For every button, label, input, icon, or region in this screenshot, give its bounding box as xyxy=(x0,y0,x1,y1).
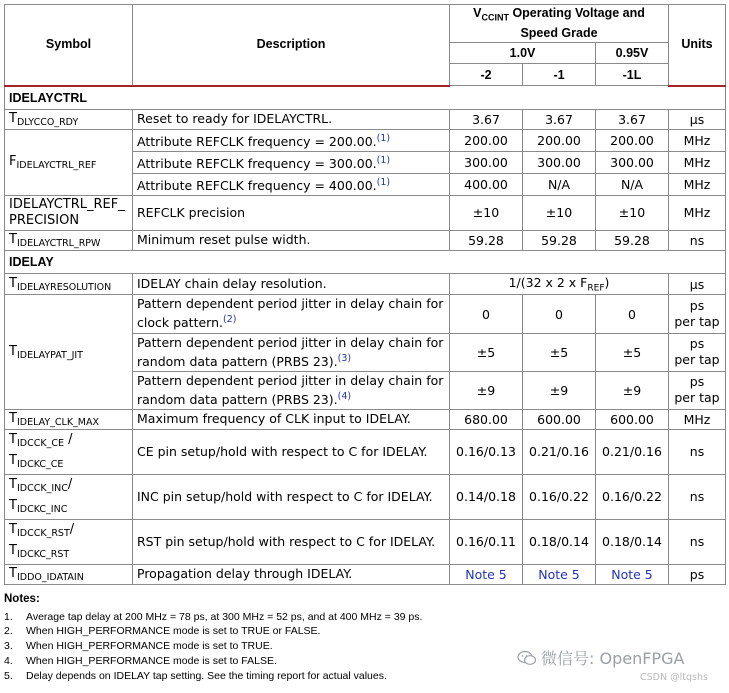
unit-cell: ns xyxy=(669,230,726,250)
value-cell: ±9 xyxy=(450,371,523,409)
note-5-link[interactable]: Note 5 xyxy=(450,564,523,584)
unit-cell: MHz xyxy=(669,173,726,195)
description-cell: Attribute REFCLK frequency = 200.00.$^{(1)}$ xyxy=(133,129,450,151)
value-cell: 0 xyxy=(596,295,669,333)
value-cell: 1/(32 x 2 x $F_{REF}$) xyxy=(450,273,669,295)
description-cell: Pattern dependent period jitter in delay chain for clock pattern.$^{(2)}$ xyxy=(133,295,450,333)
description-cell: Pattern dependent period jitter in delay chain for random data pattern (PRBS 23).$^{(3)}$ xyxy=(133,333,450,371)
voltage-header xyxy=(450,5,669,43)
value-cell: 3.67 xyxy=(450,109,523,129)
description-header: Description xyxy=(133,5,450,86)
symbol-cell: $T_{IDDO\_IDATAIN}$ xyxy=(5,564,133,584)
table-row xyxy=(5,474,726,519)
value-cell: 0.14/0.18 xyxy=(450,474,523,519)
footnote-ref[interactable]: (3) xyxy=(337,352,352,364)
value-cell: ±5 xyxy=(450,333,523,371)
note-item: 3. When HIGH_PERFORMANCE mode is set to TRUE. xyxy=(4,640,273,653)
voltage-0v95-header: 0.95V xyxy=(596,43,669,64)
description-cell: Propagation delay through IDELAY. xyxy=(133,564,450,584)
value-cell: 680.00 xyxy=(450,409,523,429)
speed-grade-1l-header: -1L xyxy=(596,64,669,86)
symbol-cell: $T_{DLYCCO\_RDY}$ xyxy=(5,109,133,129)
value-cell: 300.00 xyxy=(596,151,669,173)
description-cell: Reset to ready for IDELAYCTRL. xyxy=(133,109,450,129)
unit-cell: ns xyxy=(669,519,726,564)
value-cell: 3.67 xyxy=(523,109,596,129)
section-idelayctrl: IDELAYCTRL xyxy=(5,86,726,110)
symbol-cell: $F_{IDELAYCTRL\_REF}$ xyxy=(5,129,133,195)
table-row xyxy=(5,195,726,230)
value-cell: 59.28 xyxy=(596,230,669,250)
unit-cell: ns xyxy=(669,429,726,474)
unit-cell: MHz xyxy=(669,129,726,151)
value-cell: 0 xyxy=(450,295,523,333)
voltage-symbol: V xyxy=(473,6,482,21)
unit-cell: µs xyxy=(669,109,726,129)
speed-grade-2-header: -2 xyxy=(450,64,523,86)
note-5-link[interactable]: Note 5 xyxy=(596,564,669,584)
value-cell: 0.18/0.14 xyxy=(596,519,669,564)
value-cell: 0.18/0.14 xyxy=(523,519,596,564)
table-row xyxy=(5,519,726,564)
value-cell: ±9 xyxy=(596,371,669,409)
value-cell: 3.67 xyxy=(596,109,669,129)
unit-cell: ps per tap xyxy=(669,333,726,371)
value-cell: ±10 xyxy=(523,195,596,230)
value-cell: 0.16/0.11 xyxy=(450,519,523,564)
unit-cell: MHz xyxy=(669,151,726,173)
value-cell: 59.28 xyxy=(450,230,523,250)
symbol-header: Symbol xyxy=(5,5,133,86)
footnote-ref[interactable]: (1) xyxy=(376,154,391,166)
unit-cell: MHz xyxy=(669,195,726,230)
value-cell: ±5 xyxy=(596,333,669,371)
units-header: Units xyxy=(669,5,726,86)
symbol-cell: $T_{IDELAY\_CLK\_MAX}$ xyxy=(5,409,133,429)
description-cell: REFCLK precision xyxy=(133,195,450,230)
unit-cell: ps per tap xyxy=(669,371,726,409)
value-cell: 0 xyxy=(523,295,596,333)
watermark xyxy=(517,646,684,669)
table-row xyxy=(5,409,726,429)
unit-cell: ns xyxy=(669,474,726,519)
value-cell: ±10 xyxy=(596,195,669,230)
value-cell: 200.00 xyxy=(523,129,596,151)
symbol-cell: $T_{IDCCK\_RST}/$ $T_{IDCKC\_RST}$ xyxy=(5,519,133,564)
note-item: 2. When HIGH_PERFORMANCE mode is set to TRUE or FALSE. xyxy=(4,625,321,638)
symbol-cell: IDELAYCTRL_REF_ PRECISION xyxy=(5,195,133,230)
note-item: 1. Average tap delay at 200 MHz = 78 ps, at 300 MHz = 52 ps, and at 400 MHz = 39 ps. xyxy=(4,610,423,623)
switching-characteristics-table xyxy=(4,4,726,585)
symbol-cell: $T_{IDELAYRESOLUTION}$ xyxy=(5,273,133,295)
description-cell: Attribute REFCLK frequency = 300.00.$^{(1)}$ xyxy=(133,151,450,173)
value-cell: 600.00 xyxy=(523,409,596,429)
value-cell: ±10 xyxy=(450,195,523,230)
value-cell: 200.00 xyxy=(596,129,669,151)
voltage-1v0-header: 1.0V xyxy=(450,43,596,64)
description-cell: CE pin setup/hold with respect to C for IDELAY. xyxy=(133,429,450,474)
symbol-cell: $T_{IDCCK\_INC}/$ $T_{IDCKC\_INC}$ xyxy=(5,474,133,519)
value-cell: 0.16/0.13 xyxy=(450,429,523,474)
footnote-ref[interactable]: (4) xyxy=(337,390,352,402)
voltage-title: Operating Voltage and Speed Grade xyxy=(508,6,645,40)
description-cell: IDELAY chain delay resolution. xyxy=(133,273,450,295)
value-cell: 0.16/0.22 xyxy=(523,474,596,519)
section-idelay: IDELAY xyxy=(5,250,726,273)
speed-grade-1-header: -1 xyxy=(523,64,596,86)
value-cell: 0.21/0.16 xyxy=(596,429,669,474)
spec-document xyxy=(4,4,725,585)
value-cell: N/A xyxy=(523,173,596,195)
table-row xyxy=(5,564,726,584)
unit-cell: µs xyxy=(669,273,726,295)
table-row xyxy=(5,429,726,474)
notes-heading: Notes: xyxy=(4,593,40,605)
notes-section xyxy=(4,592,564,683)
table-row xyxy=(5,109,726,129)
table-row xyxy=(5,295,726,333)
watermark-text: 微信号: OpenFPGA xyxy=(541,649,685,668)
value-cell: 600.00 xyxy=(596,409,669,429)
symbol-cell: $T_{IDELAYCTRL\_RPW}$ xyxy=(5,230,133,250)
unit-cell: ps xyxy=(669,564,726,584)
unit-cell: ps per tap xyxy=(669,295,726,333)
description-cell: Minimum reset pulse width. xyxy=(133,230,450,250)
value-cell: N/A xyxy=(596,173,669,195)
description-cell: RST pin setup/hold with respect to C for IDELAY. xyxy=(133,519,450,564)
footnote-ref[interactable]: (2) xyxy=(222,314,237,326)
description-cell: INC pin setup/hold with respect to C for IDELAY. xyxy=(133,474,450,519)
value-cell: 400.00 xyxy=(450,173,523,195)
value-cell: 300.00 xyxy=(450,151,523,173)
note-5-link[interactable]: Note 5 xyxy=(523,564,596,584)
table-row xyxy=(5,230,726,250)
value-cell: 0.16/0.22 xyxy=(596,474,669,519)
table-row xyxy=(5,129,726,151)
value-cell: ±5 xyxy=(523,333,596,371)
note-item: 5. Delay depends on IDELAY tap setting. See the timing report for actual values. xyxy=(4,669,387,682)
value-cell: 200.00 xyxy=(450,129,523,151)
value-cell: ±9 xyxy=(523,371,596,409)
value-cell: 59.28 xyxy=(523,230,596,250)
value-cell: 0.21/0.16 xyxy=(523,429,596,474)
note-item: 4. When HIGH_PERFORMANCE mode is set to FALSE. xyxy=(4,654,277,667)
footnote-ref[interactable]: (1) xyxy=(376,132,391,144)
symbol-cell: $T_{IDELAYPAT\_JIT}$ xyxy=(5,295,133,409)
description-cell: Maximum frequency of CLK input to IDELAY. xyxy=(133,409,450,429)
description-cell: Attribute REFCLK frequency = 400.00.$^{(1)}$ xyxy=(133,173,450,195)
description-cell: Pattern dependent period jitter in delay chain for random data pattern (PRBS 23).$^{(4)}$ xyxy=(133,371,450,409)
unit-cell: MHz xyxy=(669,409,726,429)
csdn-watermark: CSDN @ltqshs xyxy=(640,672,708,683)
symbol-cell: $T_{IDCCK\_CE}$ / $T_{IDCKC\_CE}$ xyxy=(5,429,133,474)
wechat-icon xyxy=(517,650,537,666)
voltage-subscript: CCINT xyxy=(481,12,509,23)
table-row xyxy=(5,273,726,295)
value-cell: 300.00 xyxy=(523,151,596,173)
footnote-ref[interactable]: (1) xyxy=(376,176,391,188)
